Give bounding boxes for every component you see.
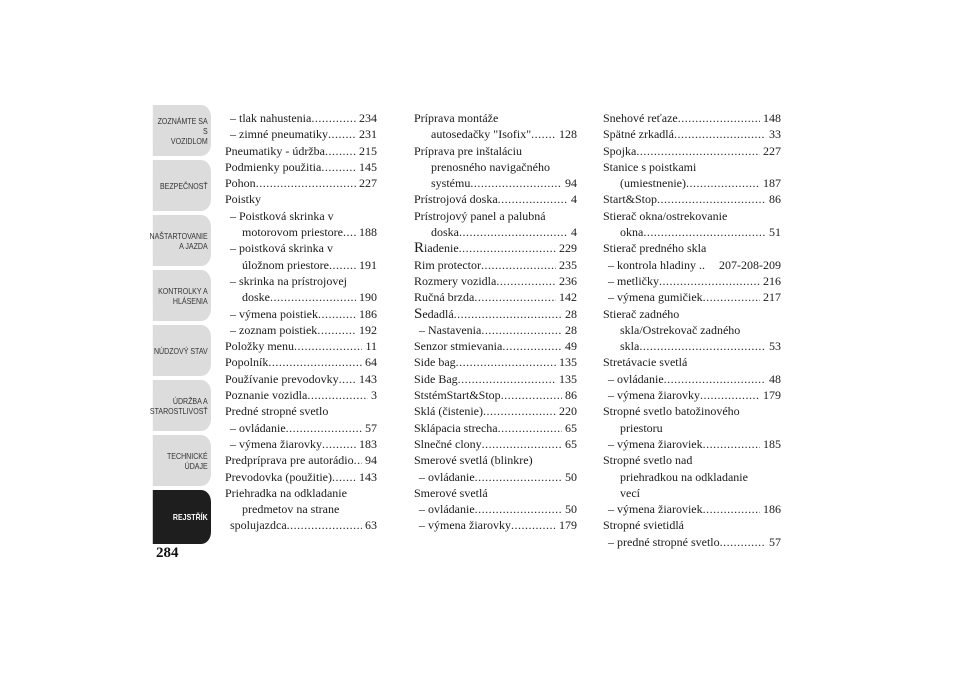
index-entry	[603, 371, 781, 387]
index-entry	[225, 289, 377, 305]
index-entry	[414, 501, 577, 517]
index-entry: vecí	[620, 485, 640, 500]
index-entry: skla/Ostrekovač zadného	[620, 322, 741, 337]
leader-dots	[703, 289, 760, 305]
entry-text: Ručná brzda	[414, 290, 475, 305]
entry-page: 50	[565, 469, 577, 484]
chapter-tab-7[interactable]: REJSTŘÍK	[153, 490, 211, 544]
entry-page: 48	[769, 371, 781, 386]
index-entry	[225, 469, 377, 485]
entry-text: Podmienky použitia	[225, 159, 322, 174]
index-entry: Stanice s poistkami	[603, 159, 697, 174]
index-entry	[414, 240, 577, 256]
entry-text: StstémStart&Stop	[414, 388, 501, 403]
leader-dots	[256, 175, 356, 191]
entry-page: 179	[559, 518, 577, 533]
entry-text: – predné stropné svetlo	[608, 534, 720, 549]
index-entry: priehradkou na odkladanie	[620, 469, 748, 484]
entry-text: Riadenie	[414, 240, 459, 257]
index-entry	[603, 110, 781, 126]
entry-page: 187	[763, 176, 781, 191]
entry-text: spolujazdca	[230, 518, 287, 533]
entry-page: 186	[763, 502, 781, 517]
entry-page: 236	[559, 273, 577, 288]
index-entry	[603, 338, 781, 354]
entry-page: 227	[763, 143, 781, 158]
page-number: 284	[156, 545, 179, 561]
leader-dots	[700, 387, 760, 403]
index-entry	[225, 159, 377, 175]
entry-page: 94	[565, 176, 577, 191]
leader-dots	[270, 289, 356, 305]
chapter-tab-5[interactable]: ÚDRŽBA A STAROSTLIVOSŤ	[153, 380, 211, 431]
leader-dots	[664, 371, 766, 387]
entry-page: 11	[365, 339, 377, 354]
leader-dots	[482, 436, 562, 452]
chapter-tab-4[interactable]: NÚDZOVÝ STAV	[153, 325, 211, 376]
leader-dots	[332, 469, 356, 485]
leader-dots	[286, 420, 362, 436]
entry-text: Pohon	[225, 176, 256, 191]
leader-dots	[317, 322, 356, 338]
index-entry	[225, 338, 377, 354]
chapter-tabs	[140, 105, 211, 548]
index-entry	[225, 420, 377, 436]
entry-text: Snehové reťaze	[603, 111, 678, 125]
index-entry	[414, 224, 577, 240]
entry-text: Sedadlá	[414, 305, 454, 322]
leader-dots	[498, 191, 568, 207]
leader-dots	[474, 289, 556, 305]
index-entry	[603, 273, 781, 289]
index-entry	[414, 126, 577, 142]
entry-text: – výmena poistiek	[230, 306, 318, 321]
entry-page: 186	[359, 306, 377, 321]
leader-dots	[459, 240, 556, 256]
entry-page: 65	[565, 436, 577, 451]
entry-text: Side bag	[414, 355, 456, 370]
entry-page: 190	[359, 290, 377, 305]
entry-page: 53	[769, 339, 781, 354]
leader-dots	[325, 143, 356, 159]
chapter-tab-6[interactable]: TECHNICKÉ ÚDAJE	[153, 435, 211, 486]
index-entry	[225, 322, 377, 338]
index-entry	[225, 110, 377, 126]
index-entry: – poistková skrinka v	[230, 241, 333, 256]
entry-text: Spojka	[603, 143, 637, 158]
leader-dots	[496, 273, 556, 289]
index-entry	[225, 517, 377, 533]
index-entry	[414, 289, 577, 305]
leader-dots	[643, 224, 766, 240]
entry-text: – výmena žiarovky	[230, 436, 322, 451]
entry-page: 207-208-209	[719, 257, 781, 272]
leader-dots	[354, 452, 362, 468]
leader-dots	[481, 322, 562, 338]
index-entry	[414, 273, 577, 289]
leader-dots	[343, 224, 356, 240]
leader-dots	[511, 517, 556, 533]
entry-text: – ovládanie	[230, 420, 286, 435]
entry-page: 183	[359, 436, 377, 451]
entry-page: 234	[359, 111, 377, 125]
entry-page: 142	[559, 290, 577, 305]
entry-page: 227	[359, 176, 377, 191]
leader-dots	[311, 110, 356, 126]
leader-dots	[475, 501, 562, 517]
entry-text: – zimné pneumatiky	[230, 127, 328, 142]
entry-page: 143	[359, 469, 377, 484]
index-entry: Priehradka na odkladanie	[225, 485, 347, 500]
entry-page: 86	[565, 388, 577, 403]
index-entry	[603, 289, 781, 305]
index-entry	[225, 306, 377, 322]
index-entry	[225, 126, 377, 142]
leader-dots	[475, 469, 562, 485]
entry-text: skla	[620, 339, 640, 354]
entry-page: 28	[565, 306, 577, 321]
entry-text: – výmena žiarovky	[608, 388, 700, 403]
leader-dots	[678, 110, 760, 126]
leader-dots	[636, 143, 760, 159]
entry-text: Popolník	[225, 355, 269, 370]
entry-text: (umiestnenie)	[620, 176, 686, 191]
entry-page: 143	[359, 371, 377, 386]
index-entry	[414, 191, 577, 207]
entry-text: Rim protector	[414, 257, 481, 272]
index-entry	[603, 175, 781, 191]
entry-page: 63	[365, 518, 377, 533]
chapter-tab-1[interactable]: BEZPEČNOSŤ	[153, 160, 211, 211]
index-entry: Stierač predného skla	[603, 241, 707, 256]
entry-text: – kontrola hladiny ..	[608, 257, 705, 272]
index-entry	[603, 501, 781, 517]
index-entry	[414, 420, 577, 436]
entry-page: 65	[565, 420, 577, 435]
leader-dots	[481, 257, 556, 273]
entry-text: doska	[431, 225, 459, 240]
index-entry	[225, 354, 377, 370]
index-entry: Smerové svetlá	[414, 485, 488, 500]
index-entry: predmetov na strane	[242, 502, 340, 517]
index-column-1	[225, 110, 377, 534]
entry-page: 192	[359, 322, 377, 337]
chapter-tab-3[interactable]: KONTROLKY A HLÁSENIA	[153, 270, 211, 321]
index-entry	[603, 534, 781, 550]
index-entry: prenosného navigačného	[431, 159, 550, 174]
entry-text: systému	[431, 176, 471, 191]
entry-page: 50	[565, 502, 577, 517]
entry-page: 145	[359, 159, 377, 174]
leader-dots	[454, 306, 562, 322]
leader-dots	[459, 224, 568, 240]
entry-text: motorovom priestore	[242, 225, 343, 240]
entry-text: Slnečné clony	[414, 436, 482, 451]
entry-text: Pneumatiky - údržba	[225, 143, 325, 158]
entry-text: Sklá (čistenie)	[414, 404, 483, 419]
index-entry	[603, 257, 781, 273]
index-entry: Príprava montáže	[414, 111, 499, 125]
entry-page: 51	[769, 225, 781, 240]
leader-dots	[329, 257, 356, 273]
entry-page: 135	[559, 355, 577, 370]
entry-page: 231	[359, 127, 377, 142]
leader-dots	[674, 126, 766, 142]
leader-dots	[703, 436, 760, 452]
entry-page: 64	[365, 355, 377, 370]
leader-dots	[686, 175, 760, 191]
entry-text: Senzor stmievania	[414, 339, 503, 354]
index-entry: Stropné svietidlá	[603, 518, 684, 533]
index-entry: Stierač zadného	[603, 306, 680, 321]
index-entry: Prístrojový panel a palubná	[414, 208, 546, 223]
entry-page: 185	[763, 436, 781, 451]
index-entry: Stretávacie svetlá	[603, 355, 688, 370]
index-entry	[603, 224, 781, 240]
entry-text: doske	[242, 290, 270, 305]
index-entry: Poistky	[225, 192, 262, 207]
chapter-tab-0[interactable]: ZOZNÁMTE SA S VOZIDLOM	[153, 105, 211, 156]
leader-dots	[703, 501, 760, 517]
index-entry: – skrinka na prístrojovej	[230, 273, 347, 288]
entry-text: Používanie prevodovky	[225, 371, 339, 386]
index-entry	[225, 371, 377, 387]
index-entry	[414, 387, 577, 403]
entry-text: – tlak nahustenia	[230, 111, 312, 125]
index-entry: Predné stropné svetlo	[225, 404, 329, 419]
leader-dots	[502, 338, 562, 354]
index-entry	[603, 191, 781, 207]
index-entry	[414, 371, 577, 387]
leader-dots	[498, 420, 562, 436]
entry-text: Rozmery vozidla	[414, 273, 497, 288]
entry-page: 229	[559, 241, 577, 256]
index-entry	[603, 436, 781, 452]
leader-dots	[268, 354, 362, 370]
entry-text: – ovládanie	[419, 469, 475, 484]
entry-text: – Nastavenia	[419, 322, 482, 337]
index-entry: Stropné svetlo nad	[603, 453, 693, 468]
entry-page: 4	[571, 225, 577, 240]
index-entry: Smerové svetlá (blinkre)	[414, 453, 533, 468]
entry-page: 216	[763, 273, 781, 288]
leader-dots	[720, 534, 766, 550]
leader-dots	[501, 387, 562, 403]
entry-page: 4	[571, 192, 577, 207]
index-entry	[414, 257, 577, 273]
index-entry	[414, 354, 577, 370]
entry-text: Prevodovka (použitie)	[225, 469, 332, 484]
entry-text: Start&Stop	[603, 192, 658, 207]
entry-page: 148	[763, 111, 781, 125]
entry-text: úložnom priestore	[242, 257, 329, 272]
entry-page: 94	[365, 453, 377, 468]
entry-page: 135	[559, 371, 577, 386]
index-entry	[225, 387, 377, 403]
entry-text: – ovládanie	[608, 371, 664, 386]
index-entry	[225, 436, 377, 452]
index-entry: Príprava pre inštaláciu	[414, 143, 522, 158]
index-entry	[603, 126, 781, 142]
index-entry	[414, 338, 577, 354]
entry-page: 217	[763, 290, 781, 305]
leader-dots	[456, 354, 556, 370]
index-entry	[414, 517, 577, 533]
entry-page: 28	[565, 322, 577, 337]
entry-page: 188	[359, 225, 377, 240]
leader-dots	[657, 191, 766, 207]
index-entry	[225, 452, 377, 468]
entry-page: 128	[559, 127, 577, 142]
entry-page: 33	[769, 127, 781, 142]
entry-text: – výmena žiarovky	[419, 518, 511, 533]
index-entry	[225, 175, 377, 191]
leader-dots	[531, 126, 556, 142]
entry-page: 49	[565, 339, 577, 354]
entry-text: – metličky	[608, 273, 659, 288]
leader-dots	[458, 371, 556, 387]
entry-page: 86	[769, 192, 781, 207]
leader-dots	[483, 403, 556, 419]
leader-dots	[659, 273, 760, 289]
leader-dots	[318, 306, 356, 322]
entry-text: – výmena žiaroviek	[608, 436, 703, 451]
entry-text: – zoznam poistiek	[230, 322, 318, 337]
index-entry	[414, 403, 577, 419]
index-column-2	[414, 110, 577, 534]
entry-page: 3	[371, 388, 377, 403]
leader-dots	[294, 338, 362, 354]
index-entry: priestoru	[620, 420, 663, 435]
index-entry	[225, 143, 377, 159]
index-entry	[414, 469, 577, 485]
leader-dots	[639, 338, 766, 354]
leader-dots	[322, 436, 356, 452]
entry-page: 57	[365, 420, 377, 435]
index-entry: – Poistková skrinka v	[230, 208, 334, 223]
entry-text: okna	[620, 225, 644, 240]
index-entry	[414, 436, 577, 452]
chapter-tab-2[interactable]: NAŠTARTOVANIE A JAZDA	[153, 215, 211, 266]
entry-text: – výmena žiaroviek	[608, 502, 703, 517]
entry-text: Sklápacia strecha	[414, 420, 498, 435]
entry-page: 57	[769, 534, 781, 549]
leader-dots	[470, 175, 562, 191]
entry-text: – ovládanie	[419, 502, 475, 517]
index-entry	[603, 387, 781, 403]
entry-text: autosedačky "Isofix"	[431, 127, 532, 142]
index-entry	[414, 322, 577, 338]
leader-dots	[321, 159, 356, 175]
index-entry	[603, 143, 781, 159]
index-entry	[225, 257, 377, 273]
entry-text: Spätné zrkadlá	[603, 127, 674, 142]
entry-text: Položky menu	[225, 339, 294, 354]
leader-dots	[307, 387, 368, 403]
entry-text: Prístrojová doska	[414, 192, 498, 207]
entry-text: Predpríprava pre autorádio	[225, 453, 354, 468]
entry-text: – výmena gumičiek	[608, 290, 703, 305]
entry-text: Side Bag	[414, 371, 458, 386]
leader-dots	[328, 126, 356, 142]
leader-dots	[339, 371, 356, 387]
entry-page: 179	[763, 388, 781, 403]
index-entry	[225, 224, 377, 240]
index-entry	[414, 306, 577, 322]
index-entry: Stierač okna/ostrekovanie	[603, 208, 728, 223]
index-entry: Stropné svetlo batožinového	[603, 404, 740, 419]
entry-page: 220	[559, 404, 577, 419]
entry-text: Poznanie vozidla	[225, 388, 308, 403]
entry-page: 191	[359, 257, 377, 272]
entry-page: 215	[359, 143, 377, 158]
entry-page: 235	[559, 257, 577, 272]
index-entry	[414, 175, 577, 191]
index-column-3	[603, 110, 781, 550]
leader-dots	[287, 517, 362, 533]
